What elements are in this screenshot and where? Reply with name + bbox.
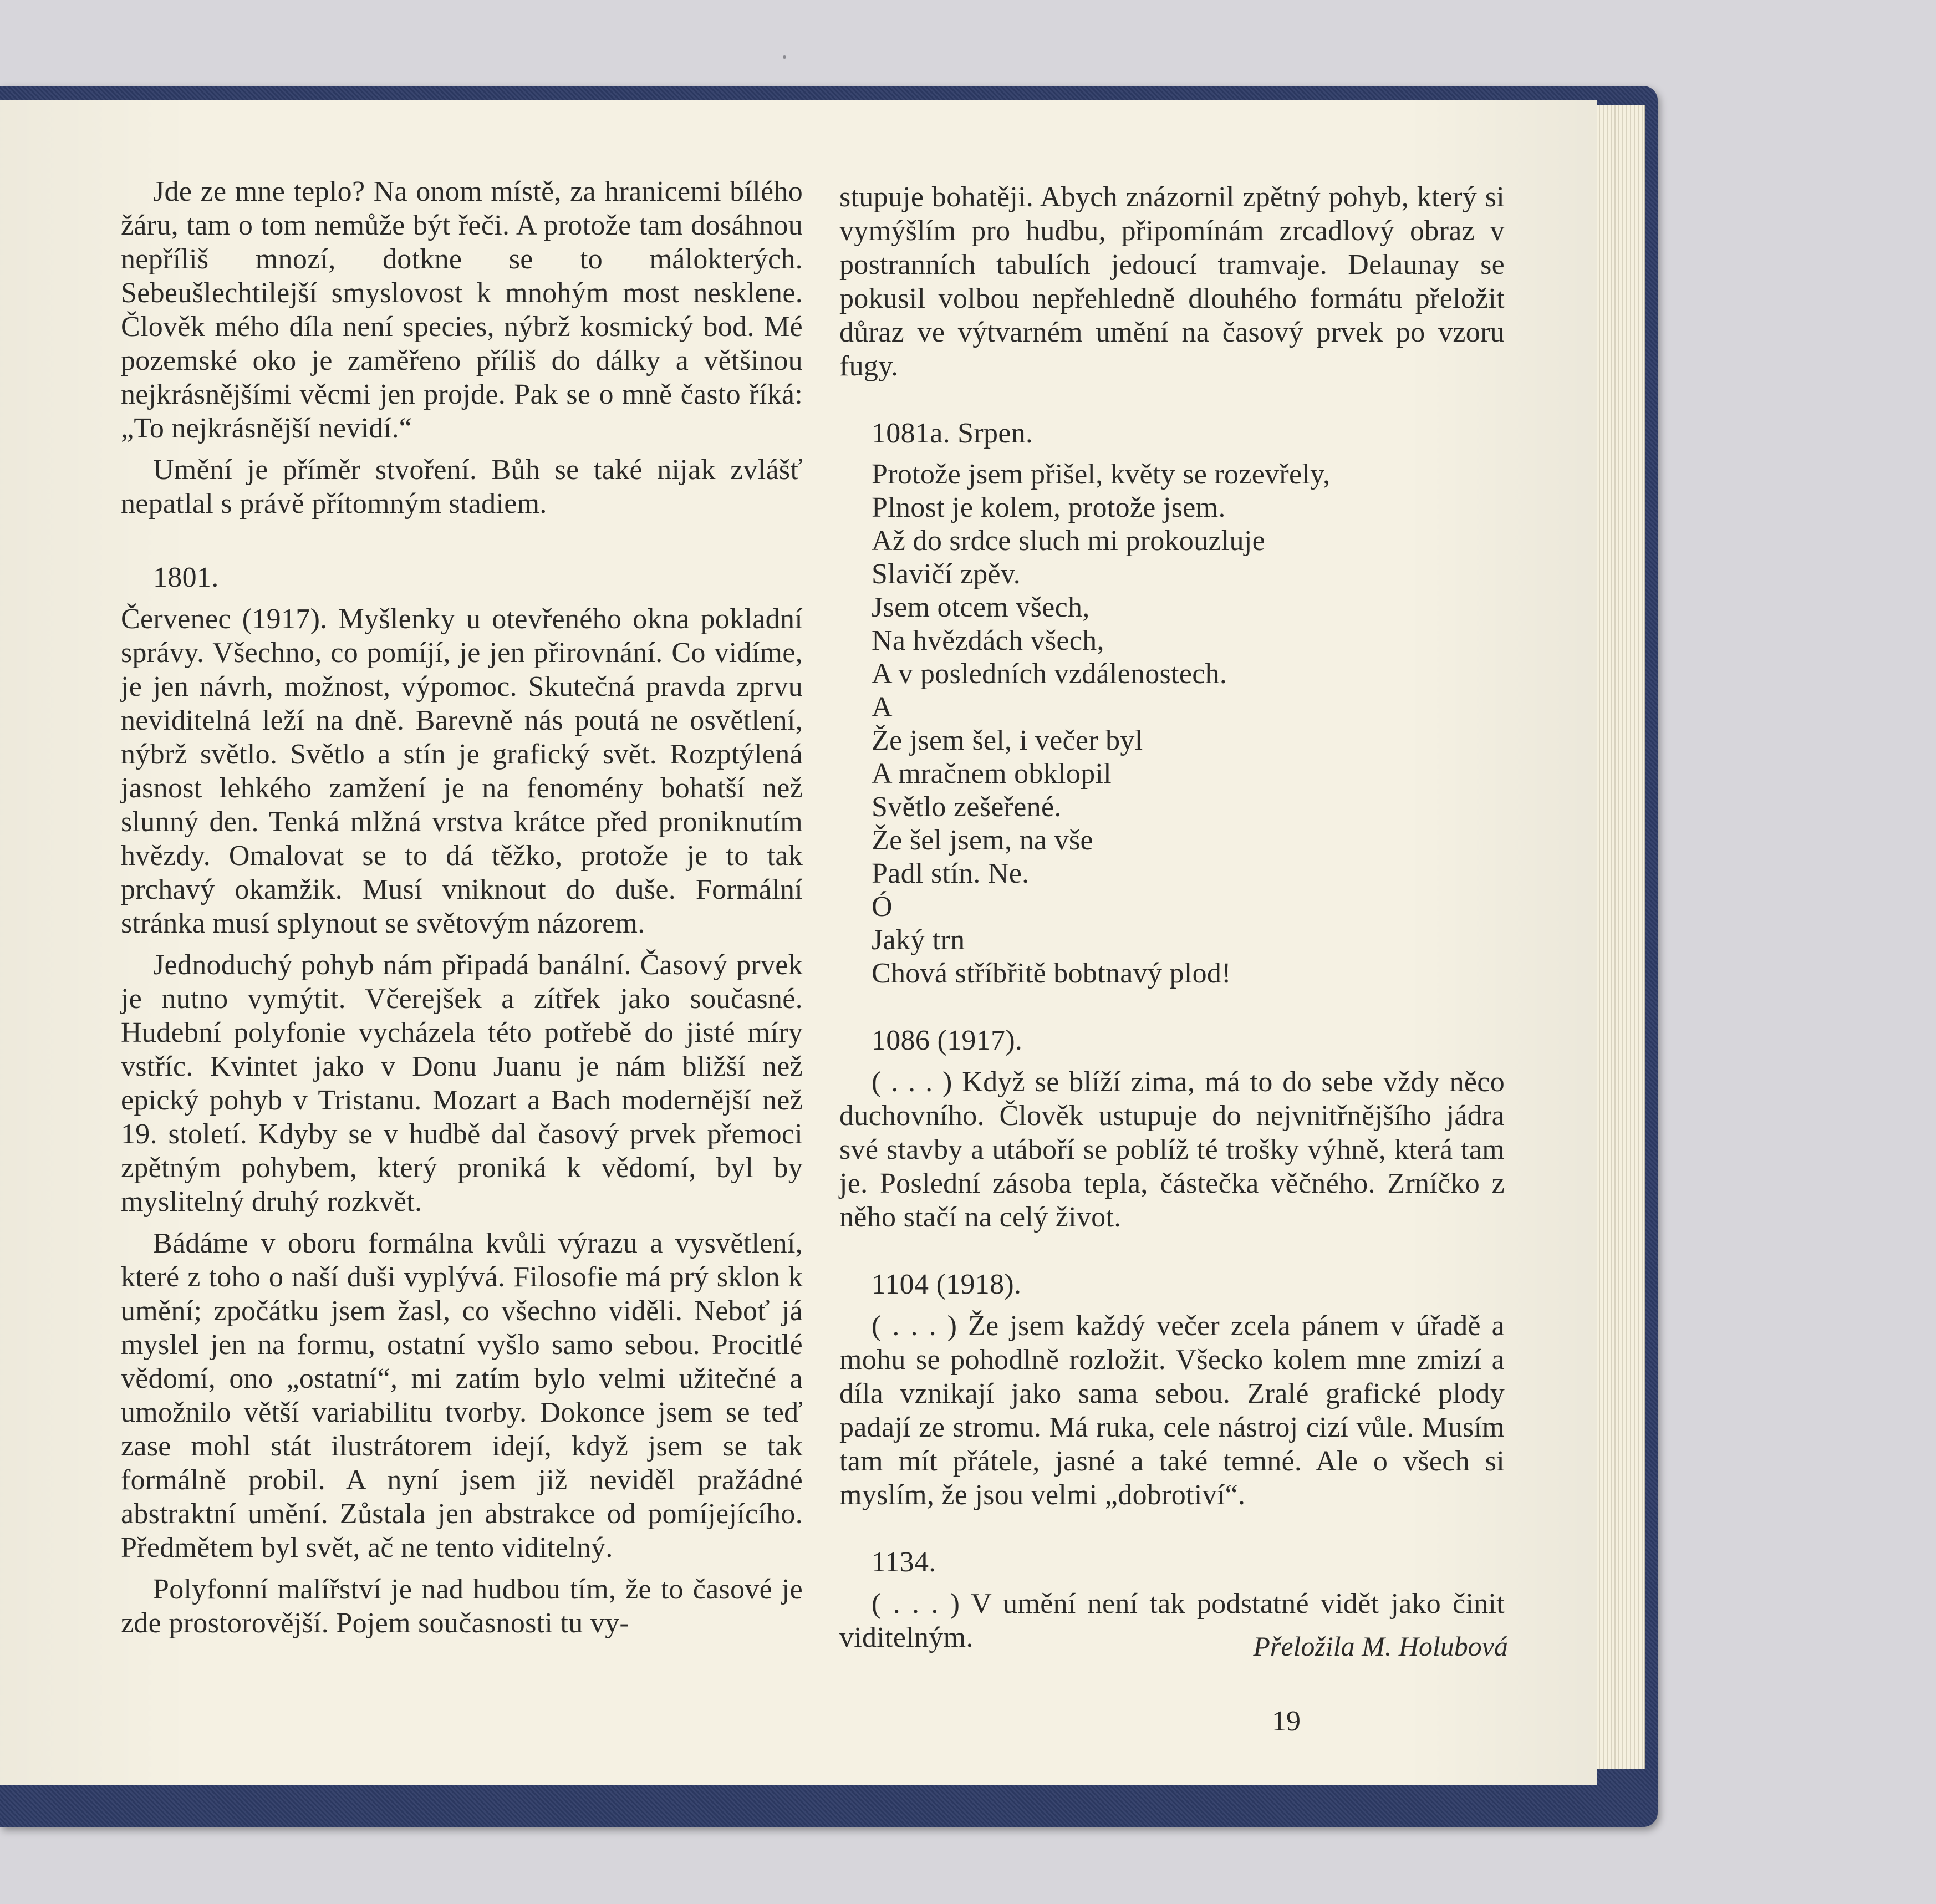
entry-heading: 1801. — [153, 562, 219, 593]
translator-credit: Přeložila M. Holubová — [1253, 1631, 1508, 1662]
poem-line: Světlo zešeřené. — [872, 791, 1062, 823]
paragraph: Červenec (1917). Myšlenky u otevřeného okna pokladní správy. Všechno, co pomíjí, je jen přirovnání. Co vidíme, je jen návrh, možnost, výpomoc. Skutečná pravda zprvu neviditelná leží na dně. Barevně nás poutá ne osvětlení, nýbrž světlo. Světlo a stín je grafický svět. Rozptýlená jasnost lehkého zamžení je na fenomény bohatší než slunný den. Tenká mlžná vrstva krátce před proniknutím hvězdy. Omalovat se to dá těžko, protože je to tak prchavý okamžik. Musí vniknout do duše. Formální stránka musí splynout se světovým názorem. — [121, 603, 803, 939]
right-column — [839, 180, 1505, 1654]
poem-line: Jaký trn — [872, 924, 965, 956]
paragraph: Bádáme v oboru formálna kvůli výrazu a vysvětlení, které z toho o naší duši vyplývá. Filosofie má prý sklon k umění; zpočátku jsem žasl, co všechno viděli. Neboť já myslel jen na formu, ostatní vyšlo samo sebou. Procitlé vědomí, ono „ostatní“, mi zatím bylo velmi užitečné a umožnilo větší variabilitu tvorby. Dokonce jsem se teď zase mohl stát ilustrátorem idejí, když jsem se tak formálně probil. A nyní jsem již neviděl pražádné abstraktní umění. Zůstala jen abstrakce od pomíjejícího. Předmětem byl svět, ač ne tento viditelný. — [121, 1228, 803, 1564]
paragraph: Jde ze mne teplo? Na onom místě, za hranicemi bílého žáru, tam o tom nemůže být řeči. A protože tam dosáhnou nepříliš mnozí, dotkne se to málokterých. Sebeušlechtilejší smyslovost k mnohým most nesklene. Člověk mého díla není species, nýbrž kosmický bod. Mé pozemské oko je zaměřeno příliš do dálky a většinou nejkrásnějšími věcmi jen projde. Pak se o mně často říká: „To nejkrásnější nevidí.“ — [121, 176, 803, 444]
entry-heading: 1104 (1918). — [872, 1269, 1022, 1300]
poem-line: A — [872, 691, 893, 723]
poem-line: Že šel jsem, na vše — [872, 824, 1093, 856]
dust-speck — [783, 55, 786, 59]
poem-line: A v posledních vzdálenostech. — [872, 658, 1227, 690]
entry-heading: 1081a. Srpen. — [872, 418, 1033, 449]
poem-line: Slavičí zpěv. — [872, 558, 1021, 590]
poem-line: Až do srdce sluch mi prokouzluje — [872, 525, 1265, 557]
paragraph: Polyfonní malířství je nad hudbou tím, že to časové je zde prostorovější. Pojem současnosti tu vy- — [121, 1574, 803, 1639]
left-column — [121, 175, 803, 1640]
poem-line: Chová stříbřitě bobtnavý plod! — [872, 958, 1231, 989]
paragraph: ( . . . ) V umění není tak podstatné vidět jako činit viditelným. — [839, 1588, 1505, 1653]
paragraph: Jednoduchý pohyb nám připadá banální. Časový prvek je nutno vymýtit. Včerejšek a zítřek jako současné. Hudební polyfonie vycházela této potřebě do jisté míry vstříc. Kvintet jako v Donu Juanu je nám bližší než epický pohyb v Tristanu. Mozart a Bach modernější než 19. století. Kdyby se v hudbě dal časový prvek přemoci zpětným pohybem, který proniká k vědomí, byl by myslitelný druhý rozkvět. — [121, 949, 803, 1218]
paragraph: stupuje bohatěji. Abych znázornil zpětný pohyb, který si vymýšlím pro hudbu, připomínám zrcadlový obraz v postranních tabulích jedoucí tramvaje. Delaunay se pokusil volbou nepřehledně dlouhého formátu přeložit důraz ve výtvarném umění na časový prvek po vzoru fugy. — [839, 181, 1505, 382]
entry-heading: 1086 (1917). — [872, 1025, 1023, 1056]
paragraph: Umění je příměr stvoření. Bůh se také nijak zvlášť nepatlal s právě přítomným stadiem. — [121, 454, 803, 520]
poem — [872, 458, 1505, 990]
poem-line: A mračnem obklopil — [872, 758, 1112, 790]
page-number: 19 — [1272, 1706, 1301, 1737]
entry-heading: 1134. — [872, 1546, 936, 1578]
paragraph: ( . . . ) Že jsem každý večer zcela pánem v úřadě a mohu se pohodlně rozložit. Všecko kolem mne zmizí a díla vznikají jako sama sebou. Zralé grafické plody padají ze stromu. Má ruka, cele nástroj cizí vůle. Musím tam mít přátele, jasné a také temné. Ale o všech si myslím, že jsou velmi „dobrotiví“. — [839, 1310, 1505, 1511]
poem-line: Na hvězdách všech, — [872, 625, 1104, 656]
poem-line: Plnost je kolem, protože jsem. — [872, 492, 1226, 523]
paragraph: ( . . . ) Když se blíží zima, má to do sebe vždy něco duchovního. Člověk ustupuje do nejvnitřnějšího jádra své stavby a utáboří se poblíž té trošky výhně, která tam je. Poslední zásoba tepla, částečka věčného. Zrníčko z něho stačí na celý život. — [839, 1066, 1505, 1233]
poem-line: Protože jsem přišel, květy se rozevřely, — [872, 459, 1331, 490]
poem-line: Ó — [872, 891, 893, 923]
poem-line: Jsem otcem všech, — [872, 592, 1090, 623]
poem-line: Padl stín. Ne. — [872, 858, 1030, 889]
poem-line: Že jsem šel, i večer byl — [872, 725, 1143, 756]
